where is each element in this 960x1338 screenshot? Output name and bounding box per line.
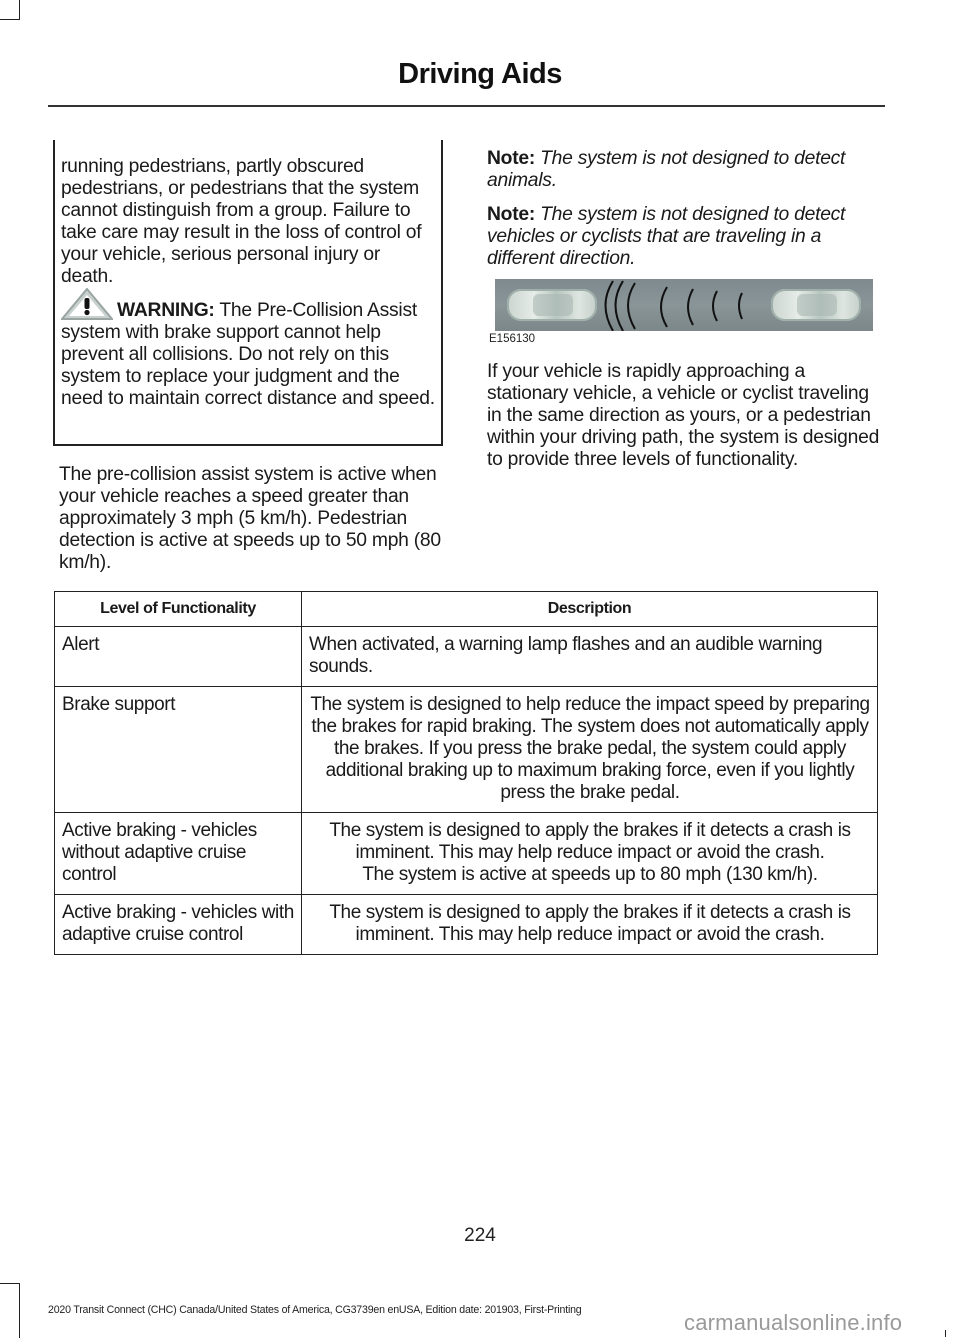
table-header-row: [55, 592, 878, 627]
table-row: [55, 627, 878, 687]
radar-illustration: [495, 279, 873, 331]
title-divider: [48, 105, 885, 107]
figure-caption: E156130: [489, 333, 536, 345]
page-title: Driving Aids: [398, 58, 562, 90]
warning-triangle-icon: [61, 288, 113, 320]
crop-mark-bottom-left: [0, 1283, 20, 1338]
warning-label: WARNING:: [117, 300, 215, 321]
note-label: Note:: [487, 148, 536, 169]
description-extra: The system is active at speeds up to 80 mph (130 km/h).: [362, 864, 818, 885]
description-text: The system is designed to apply the brakes if it detects a crash is imminent. This may help reduce impact or avoid the crash.: [329, 820, 851, 863]
description-cell: [302, 813, 878, 895]
note-animals: [487, 148, 882, 192]
note-text: The system is not designed to detect animals.: [487, 148, 846, 191]
description-cell: The system is designed to apply the brakes if it detects a crash is imminent. This may help reduce impact or avoid the crash.: [302, 895, 878, 955]
level-cell: Brake support: [55, 687, 302, 813]
radar-waves-icon: [495, 279, 873, 331]
edition-footer: 2020 Transit Connect (CHC) Canada/United States of America, CG3739en enUSA, Edition date: 201903, First-Printing: [48, 1304, 582, 1316]
table-row: [55, 813, 878, 895]
crop-mark-top-left: [0, 0, 20, 20]
note-direction: [487, 204, 882, 270]
functionality-table: [54, 591, 878, 955]
note-label: Note:: [487, 204, 536, 225]
header-level: Level of Functionality: [55, 592, 302, 627]
level-cell: Active braking - vehicles without adaptive cruise control: [55, 813, 302, 895]
page-number: 224: [464, 1225, 496, 1246]
description-cell: When activated, a warning lamp flashes and an audible warning sounds.: [302, 627, 878, 687]
header-description: Description: [302, 592, 878, 627]
table-row: [55, 687, 878, 813]
level-cell: Active braking - vehicles with adaptive cruise control: [55, 895, 302, 955]
level-cell: Alert: [55, 627, 302, 687]
warning-text: The Pre-Collision Assist system with brake support cannot help prevent all collisions. Do not rely on this system to replace your judgment and the need to maintain correct distance and speed.: [61, 300, 435, 409]
description-cell: The system is designed to help reduce the impact speed by preparing the brakes for rapid braking. The system does not automatically apply the brakes. If you press the brake pedal, the system could apply additional braking up to maximum braking force, even if you lightly press the brake pedal.: [302, 687, 878, 813]
notes-column: [487, 148, 882, 282]
warning-continued-text: running pedestrians, partly obscured pedestrians, or pedestrians that the system cannot distinguish from a group. Failure to take care may result in the loss of control of your vehicle, serious personal injury or death.: [61, 156, 422, 287]
crop-mark-bottom-right: [945, 1330, 947, 1337]
table-row: [55, 895, 878, 955]
speed-activation-paragraph: The pre-collision assist system is active when your vehicle reaches a speed greater than approximately 3 mph (5 km/h). Pedestrian detection is active at speeds up to 50 mph (80 km/h).: [59, 464, 441, 573]
warning-box: [53, 140, 443, 446]
warning-paragraph: [61, 288, 436, 410]
note-text: The system is not designed to detect vehicles or cyclists that are traveling in a different direction.: [487, 204, 846, 269]
functionality-intro-paragraph: If your vehicle is rapidly approaching a stationary vehicle, a vehicle or cyclist traveling in the same direction as yours, or a pedestrian within your driving path, the system is designed to provide three levels of functionality.: [487, 361, 880, 470]
watermark: carmanualsonline.info: [684, 1310, 903, 1335]
